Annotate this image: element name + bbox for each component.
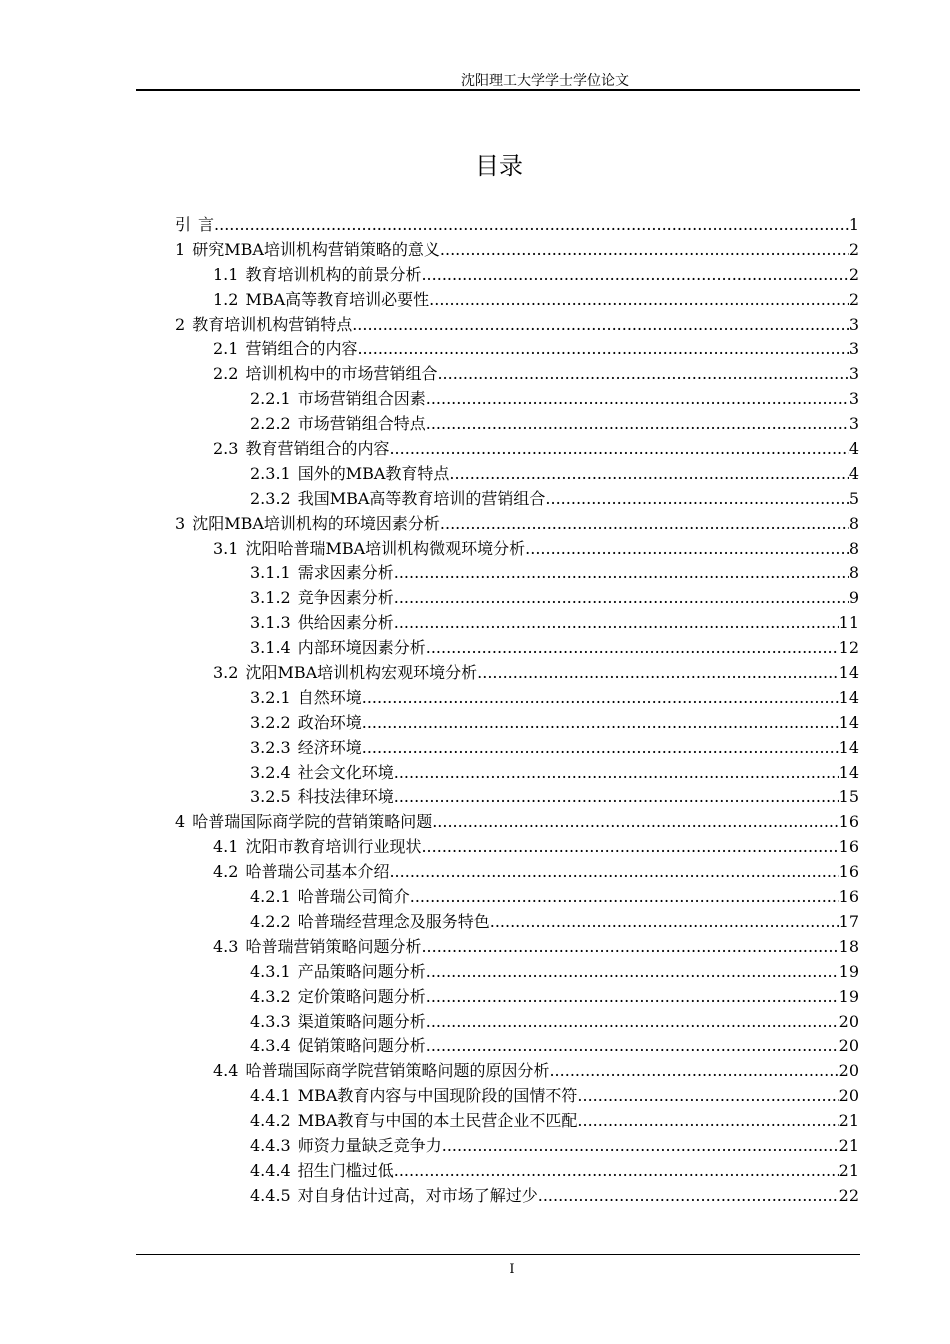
toc-entry-page: 3: [848, 364, 859, 384]
toc-entry[interactable]: [175, 810, 859, 835]
toc-entry[interactable]: [175, 661, 859, 686]
toc-entry-page: 3: [848, 414, 859, 434]
toc-entry-number: 3.2.2: [250, 712, 291, 732]
toc-dot-leader: [426, 1034, 839, 1059]
toc-entry[interactable]: [175, 437, 859, 462]
toc-entry-number: 4.1: [213, 837, 239, 857]
toc-entry-label: 科技法律环境: [297, 787, 394, 807]
toc-entry[interactable]: [175, 1134, 859, 1159]
toc-entry-page: 5: [848, 488, 859, 508]
toc-entry-number: 2.2.2: [250, 414, 291, 434]
header-rule: [136, 89, 860, 91]
toc-entry-number: 1.1: [213, 264, 239, 284]
toc-entry-label: 哈普瑞国际商学院营销策略问题的原因分析: [245, 1061, 550, 1081]
toc-entry-number: 1.2: [213, 289, 239, 309]
toc-entry[interactable]: [175, 487, 859, 512]
toc-entry-label: 渠道策略问题分析: [297, 1011, 426, 1031]
toc-entry[interactable]: [175, 1184, 859, 1209]
toc-dot-leader: [449, 462, 848, 487]
toc-entry-page: 14: [838, 712, 859, 732]
toc-dot-leader: [394, 611, 839, 636]
toc-entry-number: 2.3.2: [250, 488, 291, 508]
toc-entry-number: 3.2: [213, 663, 239, 683]
toc-entry-number: 4.4.2: [250, 1111, 291, 1131]
toc-dot-leader: [577, 1084, 838, 1109]
toc-dot-leader: [421, 263, 848, 288]
toc-entry[interactable]: [175, 213, 859, 238]
toc-dot-leader: [426, 387, 849, 412]
toc-entry-label: 市场营销组合特点: [297, 414, 426, 434]
toc-entry[interactable]: [175, 835, 859, 860]
toc-entry[interactable]: [175, 462, 859, 487]
toc-entry[interactable]: [175, 611, 859, 636]
toc-dot-leader: [362, 686, 839, 711]
toc-dot-leader: [410, 885, 839, 910]
toc-entry-page: 8: [848, 513, 859, 533]
toc-entry-number: 3.2.3: [250, 737, 291, 757]
toc-entry[interactable]: [175, 412, 859, 437]
toc-entry-label: 国外的MBA教育特点: [297, 463, 450, 483]
toc-entry-page: 2: [848, 239, 859, 259]
toc-entry[interactable]: [175, 860, 859, 885]
toc-entry[interactable]: [175, 1159, 859, 1184]
toc-entry[interactable]: [175, 686, 859, 711]
toc-entry[interactable]: [175, 586, 859, 611]
toc-entry-label: 经济环境: [297, 737, 362, 757]
toc-entry-number: 4.4.5: [250, 1185, 291, 1205]
toc-entry-page: 3: [848, 314, 859, 334]
toc-dot-leader: [362, 736, 839, 761]
toc-dot-leader: [577, 1109, 838, 1134]
toc-dot-leader: [352, 313, 849, 338]
toc-dot-leader: [394, 586, 849, 611]
toc-entry-page: 16: [838, 887, 859, 907]
toc-entry-page: 16: [838, 837, 859, 857]
toc-dot-leader: [432, 810, 838, 835]
toc-entry-label: 需求因素分析: [297, 563, 394, 583]
toc-entry-label: 自然环境: [297, 687, 362, 707]
toc-entry-page: 14: [838, 762, 859, 782]
toc-entry-page: 20: [838, 1061, 859, 1081]
toc-entry[interactable]: [175, 561, 859, 586]
toc-entry-page: 21: [838, 1160, 859, 1180]
toc-entry-label: 培训机构中的市场营销组合: [245, 364, 438, 384]
toc-entry-page: 18: [838, 936, 859, 956]
toc-entry-label: 内部环境因素分析: [297, 638, 426, 658]
toc-entry-label: 沈阳哈普瑞MBA培训机构微观环境分析: [245, 538, 526, 558]
toc-entry-label: 对自身估计过高，对市场了解过少: [297, 1185, 538, 1205]
toc-entry-label: 定价策略问题分析: [297, 986, 426, 1006]
toc-entry-label: 哈普瑞公司简介: [297, 887, 410, 907]
toc-entry-page: 2: [848, 289, 859, 309]
toc-entry-number: 4: [175, 812, 186, 832]
toc-entry-page: 19: [838, 986, 859, 1006]
toc-entry-number: 2.1: [213, 339, 239, 359]
toc-entry-number: 3.1.1: [250, 563, 291, 583]
toc-entry[interactable]: [175, 711, 859, 736]
toc-dot-leader: [357, 337, 848, 362]
toc-entry-number: 1: [175, 239, 186, 259]
toc-entry[interactable]: [175, 337, 859, 362]
toc-entry-number: 4.3.2: [250, 986, 291, 1006]
toc-entry-page: 14: [838, 687, 859, 707]
toc-entry-number: 4.3.1: [250, 961, 291, 981]
toc-entry-page: 9: [848, 588, 859, 608]
toc-dot-leader: [477, 661, 838, 686]
toc-entry[interactable]: [175, 1084, 859, 1109]
toc-entry-number: 3.2.5: [250, 787, 291, 807]
toc-entry-number: 3: [175, 513, 186, 533]
toc-dot-leader: [549, 1059, 838, 1084]
toc-entry[interactable]: [175, 636, 859, 661]
toc-entry[interactable]: [175, 263, 859, 288]
toc-entry-number: 4.2.1: [250, 887, 291, 907]
toc-entry-label: MBA高等教育培训必要性: [245, 289, 430, 309]
toc-entry[interactable]: [175, 935, 859, 960]
toc-dot-leader: [442, 1134, 839, 1159]
toc-entry[interactable]: [175, 387, 859, 412]
toc-entry[interactable]: [175, 1059, 859, 1084]
toc-entry-label: 沈阳市教育培训行业现状: [245, 837, 422, 857]
toc-dot-leader: [394, 761, 839, 786]
toc-entry-page: 8: [848, 538, 859, 558]
toc-entry[interactable]: [175, 1109, 859, 1134]
toc-entry[interactable]: [175, 313, 859, 338]
toc-entry-label: 哈普瑞营销策略问题分析: [245, 936, 422, 956]
toc-entry[interactable]: [175, 288, 859, 313]
toc-entry[interactable]: [175, 537, 859, 562]
toc-entry-number: 4.4.1: [250, 1086, 291, 1106]
toc-entry-number: 4.3.4: [250, 1036, 291, 1056]
toc-dot-leader: [426, 636, 839, 661]
toc-entry-page: 15: [838, 787, 859, 807]
table-of-contents: [175, 213, 859, 1209]
toc-entry-page: 1: [848, 215, 859, 234]
toc-entry-label: 竞争因素分析: [297, 588, 394, 608]
toc-entry-label: 沈阳MBA培训机构的环境因素分析: [192, 513, 440, 533]
toc-entry[interactable]: [175, 785, 859, 810]
toc-entry-number: 4.3: [213, 936, 239, 956]
toc-entry-page: 20: [838, 1011, 859, 1031]
toc-dot-leader: [394, 561, 849, 586]
toc-entry-number: 3.1.2: [250, 588, 291, 608]
toc-entry-number: 2: [175, 314, 186, 334]
toc-entry-label: 营销组合的内容: [245, 339, 358, 359]
toc-entry-label: 产品策略问题分析: [297, 961, 426, 981]
toc-dot-leader: [394, 785, 839, 810]
toc-entry[interactable]: [175, 736, 859, 761]
toc-dot-leader: [389, 860, 838, 885]
toc-entry-label: 促销策略问题分析: [297, 1036, 426, 1056]
toc-entry-page: 17: [838, 911, 859, 931]
toc-entry-label: MBA教育内容与中国现阶段的国情不符: [297, 1086, 578, 1106]
toc-dot-leader: [545, 487, 848, 512]
toc-entry-page: 14: [838, 663, 859, 683]
toc-entry[interactable]: [175, 238, 859, 263]
toc-entry-page: 14: [838, 737, 859, 757]
toc-entry[interactable]: [175, 885, 859, 910]
footer-rule: [136, 1254, 860, 1255]
toc-entry-label: 教育营销组合的内容: [245, 439, 390, 459]
toc-entry[interactable]: [175, 761, 859, 786]
toc-entry-page: 4: [848, 463, 859, 483]
toc-dot-leader: [389, 437, 848, 462]
toc-entry-number: 4.4: [213, 1061, 239, 1081]
toc-entry[interactable]: [175, 1010, 859, 1035]
toc-entry-label: 政治环境: [297, 712, 362, 732]
toc-entry-number: 3.1: [213, 538, 239, 558]
toc-dot-leader: [426, 412, 849, 437]
toc-dot-leader: [538, 1184, 839, 1209]
toc-dot-leader: [426, 960, 839, 985]
toc-entry-page: 2: [848, 264, 859, 284]
toc-entry-number: 4.2: [213, 862, 239, 882]
toc-dot-leader: [429, 288, 849, 313]
toc-entry[interactable]: [175, 985, 859, 1010]
toc-entry-number: 2.3: [213, 439, 239, 459]
toc-entry-label: 哈普瑞公司基本介绍: [245, 862, 390, 882]
toc-entry-number: 2.3.1: [250, 463, 291, 483]
toc-dot-leader: [437, 362, 848, 387]
toc-dot-leader: [214, 213, 849, 238]
toc-entry-page: 12: [838, 638, 859, 658]
toc-entry-number: 2.2.1: [250, 389, 291, 409]
toc-entry-label: 教育培训机构的前景分析: [245, 264, 422, 284]
toc-entry-page: 8: [848, 563, 859, 583]
toc-entry-label: 哈普瑞经营理念及服务特色: [297, 911, 490, 931]
toc-dot-leader: [490, 910, 839, 935]
running-header: 沈阳理工大学学士学位论文: [461, 73, 629, 89]
toc-entry-number: 4.2.2: [250, 911, 291, 931]
toc-dot-leader: [394, 1159, 839, 1184]
toc-entry[interactable]: [175, 910, 859, 935]
toc-dot-leader: [440, 238, 849, 263]
toc-entry-label: 沈阳MBA培训机构宏观环境分析: [245, 663, 478, 683]
toc-entry-number: 3.2.4: [250, 762, 291, 782]
toc-entry[interactable]: [175, 512, 859, 537]
toc-entry-page: 3: [848, 389, 859, 409]
toc-title: 目录: [475, 152, 523, 180]
toc-entry[interactable]: [175, 1034, 859, 1059]
toc-entry-page: 4: [848, 439, 859, 459]
toc-entry-label: 教育培训机构营销特点: [192, 314, 353, 334]
toc-entry-number: 4.4.3: [250, 1135, 291, 1155]
toc-entry-number: 3.1.4: [250, 638, 291, 658]
toc-entry-label: 市场营销组合因素: [297, 389, 426, 409]
toc-entry-label: 社会文化环境: [297, 762, 394, 782]
toc-entry-label: 师资力量缺乏竞争力: [297, 1135, 442, 1155]
toc-dot-leader: [426, 985, 839, 1010]
toc-entry-label: 言: [198, 215, 215, 234]
toc-entry-label: 研究MBA培训机构营销策略的意义: [192, 239, 440, 259]
toc-entry-page: 20: [838, 1036, 859, 1056]
toc-entry-number: 3.1.3: [250, 613, 291, 633]
toc-entry-page: 21: [838, 1135, 859, 1155]
toc-entry-page: 20: [838, 1086, 859, 1106]
toc-entry[interactable]: [175, 960, 859, 985]
toc-entry-number: 4.3.3: [250, 1011, 291, 1031]
toc-entry-page: 3: [848, 339, 859, 359]
toc-entry-label: MBA教育与中国的本土民营企业不匹配: [297, 1111, 578, 1131]
toc-entry-page: 16: [838, 862, 859, 882]
toc-entry-page: 19: [838, 961, 859, 981]
toc-entry-label: 我国MBA高等教育培训的营销组合: [297, 488, 546, 508]
toc-entry-number: 引: [175, 215, 192, 234]
toc-entry-page: 11: [838, 613, 859, 633]
toc-entry-number: 2.2: [213, 364, 239, 384]
toc-entry-page: 21: [838, 1111, 859, 1131]
toc-entry-label: 哈普瑞国际商学院的营销策略问题: [192, 812, 433, 832]
toc-dot-leader: [525, 537, 849, 562]
page-number: I: [509, 1262, 515, 1277]
toc-dot-leader: [421, 935, 838, 960]
toc-entry-number: 3.2.1: [250, 687, 291, 707]
toc-entry[interactable]: [175, 362, 859, 387]
toc-dot-leader: [362, 711, 839, 736]
toc-entry-label: 供给因素分析: [297, 613, 394, 633]
toc-entry-number: 4.4.4: [250, 1160, 291, 1180]
toc-dot-leader: [421, 835, 838, 860]
toc-entry-page: 22: [838, 1185, 859, 1205]
toc-entry-page: 16: [838, 812, 859, 832]
toc-dot-leader: [440, 512, 849, 537]
toc-entry-label: 招生门槛过低: [297, 1160, 394, 1180]
toc-dot-leader: [426, 1010, 839, 1035]
